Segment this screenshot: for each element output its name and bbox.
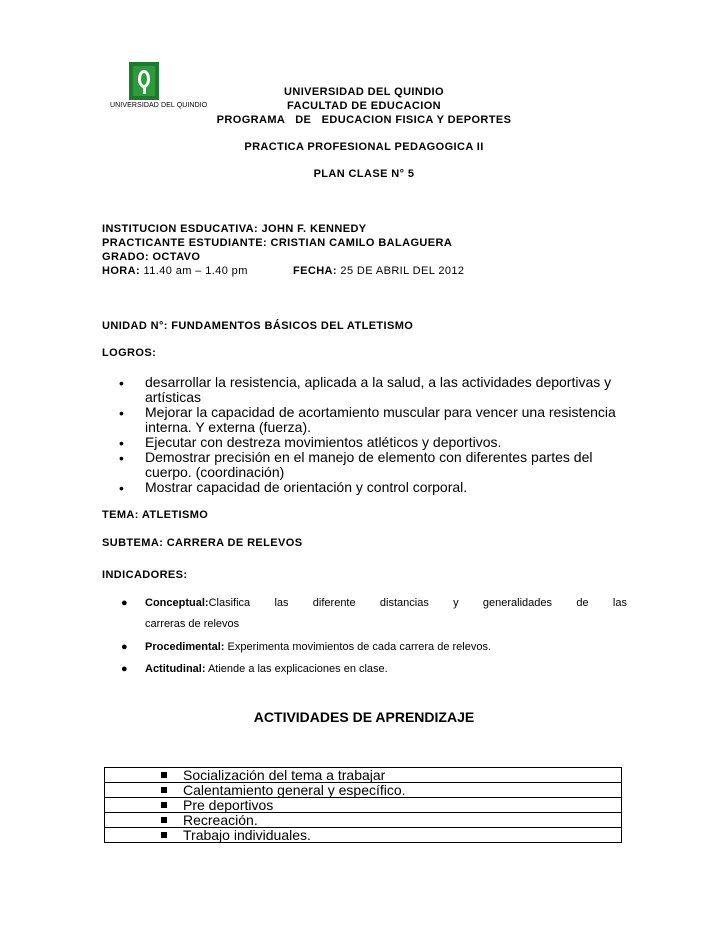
bullet-icon: • bbox=[119, 375, 124, 391]
square-bullet-icon bbox=[161, 787, 167, 793]
conceptual-label: Conceptual: bbox=[145, 597, 209, 609]
tema-label: TEMA bbox=[102, 509, 135, 521]
logro-item: Mostrar capacidad de orientación y control corporal. bbox=[145, 479, 468, 495]
conceptual-line bbox=[145, 597, 627, 609]
bullet-icon: • bbox=[119, 405, 124, 421]
actitudinal-label: Actitudinal: bbox=[145, 663, 206, 675]
tema-line bbox=[102, 509, 208, 521]
conceptual-word: diferente bbox=[312, 597, 356, 609]
university-title: UNIVERSIDAD DEL QUINDIO bbox=[284, 86, 444, 98]
conceptual-word: y bbox=[453, 597, 459, 609]
practice-title: PRACTICA PROFESIONAL PEDAGOGICA II bbox=[244, 141, 484, 153]
actitudinal-text: Atiende a las explicaciones en clase. bbox=[205, 663, 388, 675]
conceptual-word: las bbox=[612, 597, 627, 609]
logro-item: Mejorar la capacidad de acortamiento muscular para vencer una resistencia interna. Y externa (fuerza). bbox=[145, 404, 616, 435]
faculty-title: FACULTAD DE EDUCACION bbox=[286, 100, 442, 112]
hour-line bbox=[102, 265, 248, 277]
subtema-line: SUBTEMA: CARRERA DE RELEVOS bbox=[102, 537, 303, 549]
actividades-table bbox=[104, 767, 622, 843]
date-value: 25 DE ABRIL DEL 2012 bbox=[340, 265, 465, 277]
conceptual-word: distancias bbox=[379, 597, 429, 609]
tema-value: : ATLETISMO bbox=[134, 509, 209, 521]
conceptual-word: las bbox=[274, 597, 289, 609]
procedimental-label: Procedimental: bbox=[145, 641, 225, 653]
date-label: FECHA: bbox=[293, 265, 337, 277]
bullet-icon: • bbox=[119, 435, 124, 451]
table-row bbox=[105, 768, 622, 783]
actitudinal-line bbox=[145, 663, 388, 675]
actividad-item: Calentamiento general y específico. bbox=[183, 782, 406, 798]
logro-item: Demostrar precisión en el manejo de elemento con diferentes partes del cuerpo. (coordinación) bbox=[145, 449, 593, 480]
plan-title: PLAN CLASE N° 5 bbox=[313, 168, 415, 180]
bullet-icon: ● bbox=[121, 663, 128, 675]
conceptual-word: generalidades bbox=[482, 597, 553, 609]
grade-line: GRADO: OCTAVO bbox=[102, 251, 201, 263]
actividad-item: Trabajo individuales. bbox=[183, 827, 311, 843]
conceptual-word: Clasifica bbox=[208, 597, 251, 609]
conceptual-continuation: carreras de relevos bbox=[145, 618, 240, 630]
actividad-item: Recreación. bbox=[183, 812, 258, 828]
actividades-title: ACTIVIDADES DE APRENDIZAJE bbox=[253, 709, 475, 725]
square-bullet-icon bbox=[161, 817, 167, 823]
procedimental-line bbox=[145, 641, 491, 653]
square-bullet-icon bbox=[161, 802, 167, 808]
logro-item: Ejecutar con destreza movimientos atléticos y deportivos. bbox=[145, 434, 502, 450]
student-line: PRACTICANTE ESTUDIANTE: CRISTIAN CAMILO BALAGUERA bbox=[102, 237, 453, 249]
logo-caption: UNIVERSIDAD DEL QUINDIO bbox=[110, 102, 208, 109]
hour-label: HORA: bbox=[102, 265, 141, 277]
bullet-icon: ● bbox=[121, 597, 128, 609]
unit-line: UNIDAD N°: FUNDAMENTOS BÁSICOS DEL ATLETISMO bbox=[102, 320, 414, 332]
table-row bbox=[105, 798, 622, 813]
program-title: PROGRAMA DE EDUCACION FISICA Y DEPORTES bbox=[216, 114, 512, 126]
conceptual-word: de bbox=[576, 597, 589, 609]
square-bullet-icon bbox=[161, 772, 167, 778]
institution-line: INSTITUCION ESDUCATIVA: JOHN F. KENNEDY bbox=[102, 223, 367, 235]
date-line bbox=[293, 265, 464, 277]
table-row bbox=[105, 813, 622, 828]
table-row bbox=[105, 828, 622, 843]
actividad-item: Socialización del tema a trabajar bbox=[183, 767, 386, 783]
procedimental-text: Experimenta movimientos de cada carrera de relevos. bbox=[224, 641, 492, 653]
actividad-item: Pre deportivos bbox=[183, 797, 274, 813]
logros-title: LOGROS: bbox=[102, 347, 157, 359]
bullet-icon: • bbox=[119, 480, 124, 496]
table-row bbox=[105, 783, 622, 798]
hour-value: 11.40 am – 1.40 pm bbox=[143, 265, 248, 277]
indicadores-title: INDICADORES: bbox=[102, 569, 188, 581]
bullet-icon: • bbox=[119, 450, 124, 466]
square-bullet-icon bbox=[161, 832, 167, 838]
logro-item: desarrollar la resistencia, aplicada a la salud, a las actividades deportivas y artísticas bbox=[145, 374, 612, 405]
bullet-icon: ● bbox=[121, 641, 128, 653]
